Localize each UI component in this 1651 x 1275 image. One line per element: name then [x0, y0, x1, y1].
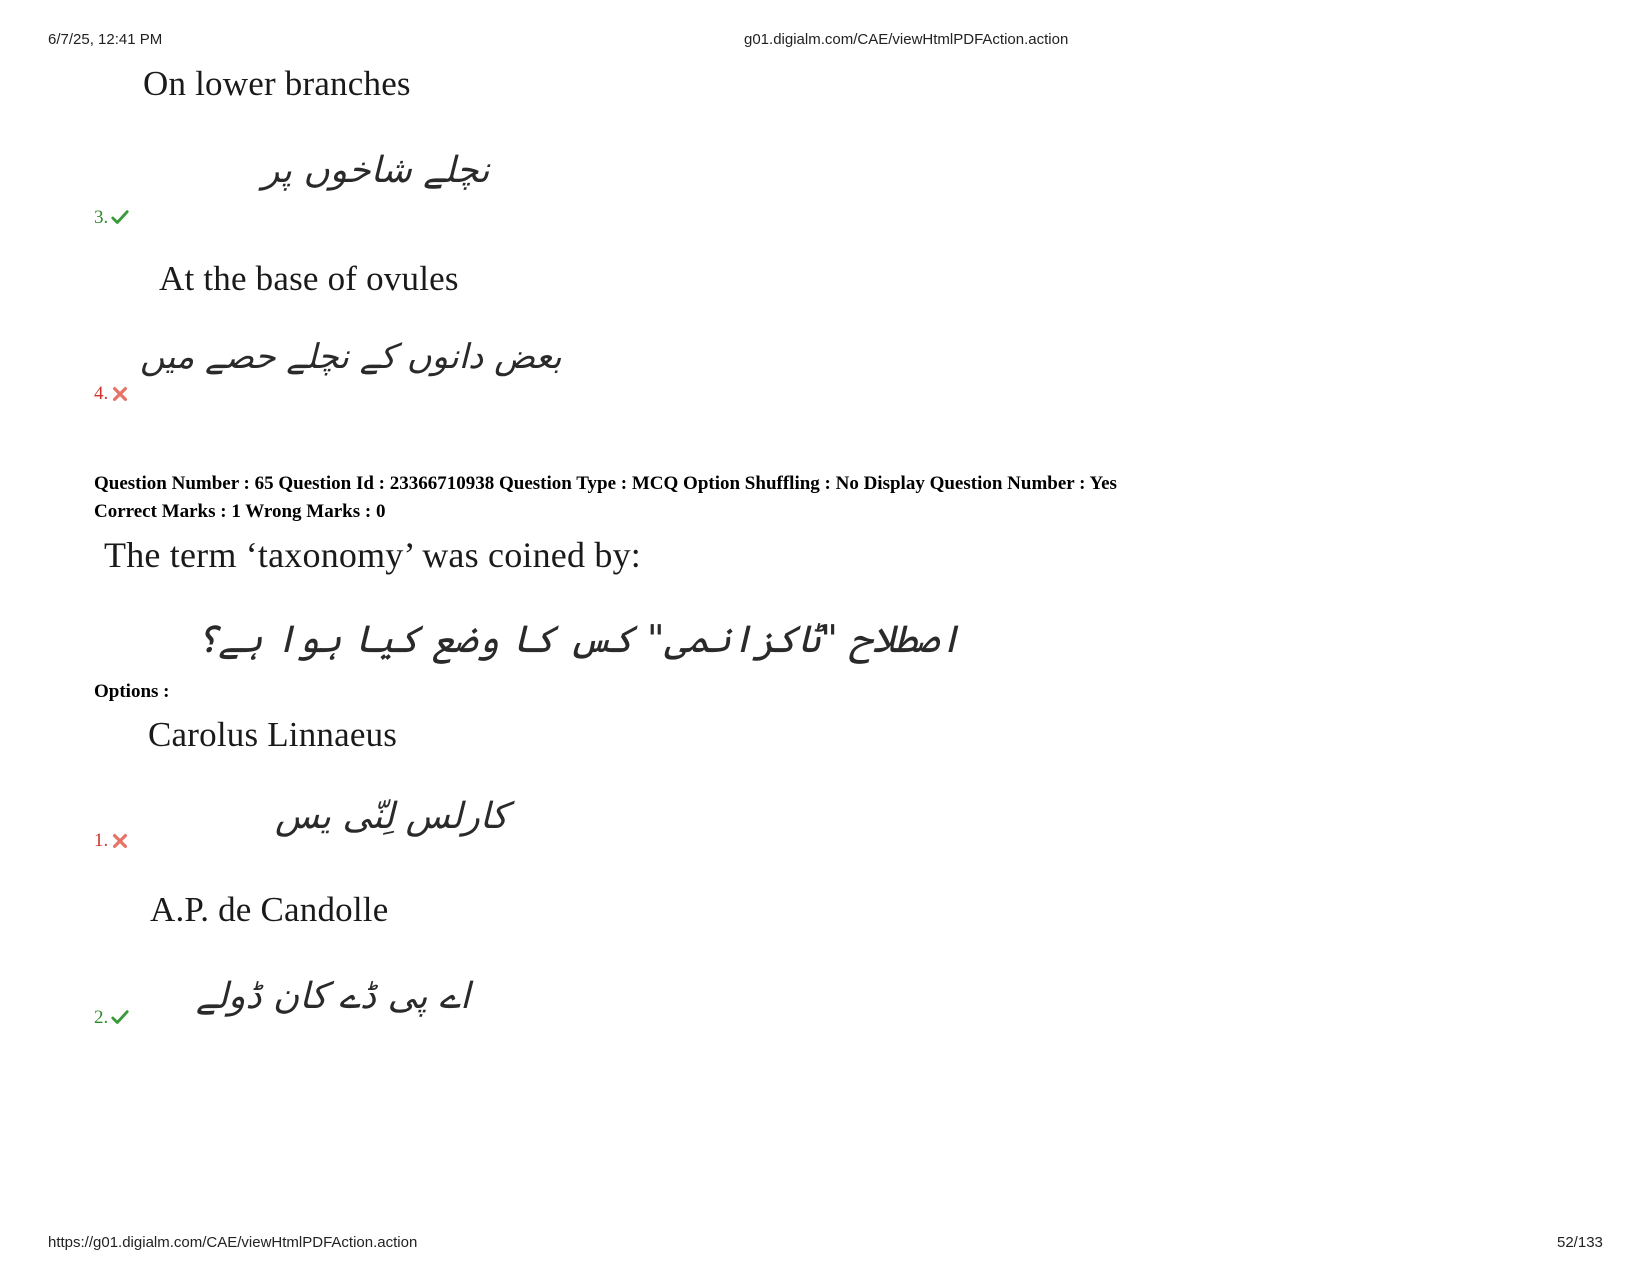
check-icon — [111, 209, 129, 227]
option-3-number: 3. — [94, 208, 129, 227]
cross-icon — [111, 385, 129, 403]
option-4-urdu: بعض دانوں کے نچلے حصے میں — [140, 337, 562, 377]
option-3-urdu: نچلے شاخوں پر — [262, 150, 490, 191]
question-text-urdu: اصطلاح "ٹاکزانمی" کس کا وضع کیا ہوا ہے؟ — [196, 617, 962, 661]
question-meta-line2: Correct Marks : 1 Wrong Marks : 0 — [94, 501, 386, 522]
print-footer-url: https://g01.digialm.com/CAE/viewHtmlPDFAction.action — [48, 1234, 418, 1251]
option-1-english: Carolus Linnaeus — [148, 715, 398, 754]
print-footer-page-number: 52/133 — [1557, 1234, 1603, 1251]
option-3-english: On lower branches — [143, 64, 411, 103]
print-header-url: g01.digialm.com/CAE/viewHtmlPDFAction.action — [744, 31, 1069, 48]
option-2-urdu: اے پی ڈے کان ڈولے — [196, 976, 471, 1017]
question-meta-line1: Question Number : 65 Question Id : 23366710938 Question Type : MCQ Option Shuffling : No Display Question Number : Yes — [94, 473, 1117, 494]
check-icon — [111, 1009, 129, 1027]
option-1-number: 1. — [94, 831, 129, 850]
question-text-english: The term ‘taxonomy’ was coined by: — [104, 535, 641, 575]
print-header-datetime: 6/7/25, 12:41 PM — [48, 31, 163, 48]
options-label: Options : — [94, 681, 170, 702]
option-1-urdu: کارلس لِنّی یس — [275, 796, 508, 837]
option-4-english: At the base of ovules — [159, 259, 459, 298]
option-2-number: 2. — [94, 1008, 129, 1027]
option-2-english: A.P. de Candolle — [150, 890, 389, 929]
cross-icon — [111, 832, 129, 850]
option-4-number: 4. — [94, 384, 129, 403]
